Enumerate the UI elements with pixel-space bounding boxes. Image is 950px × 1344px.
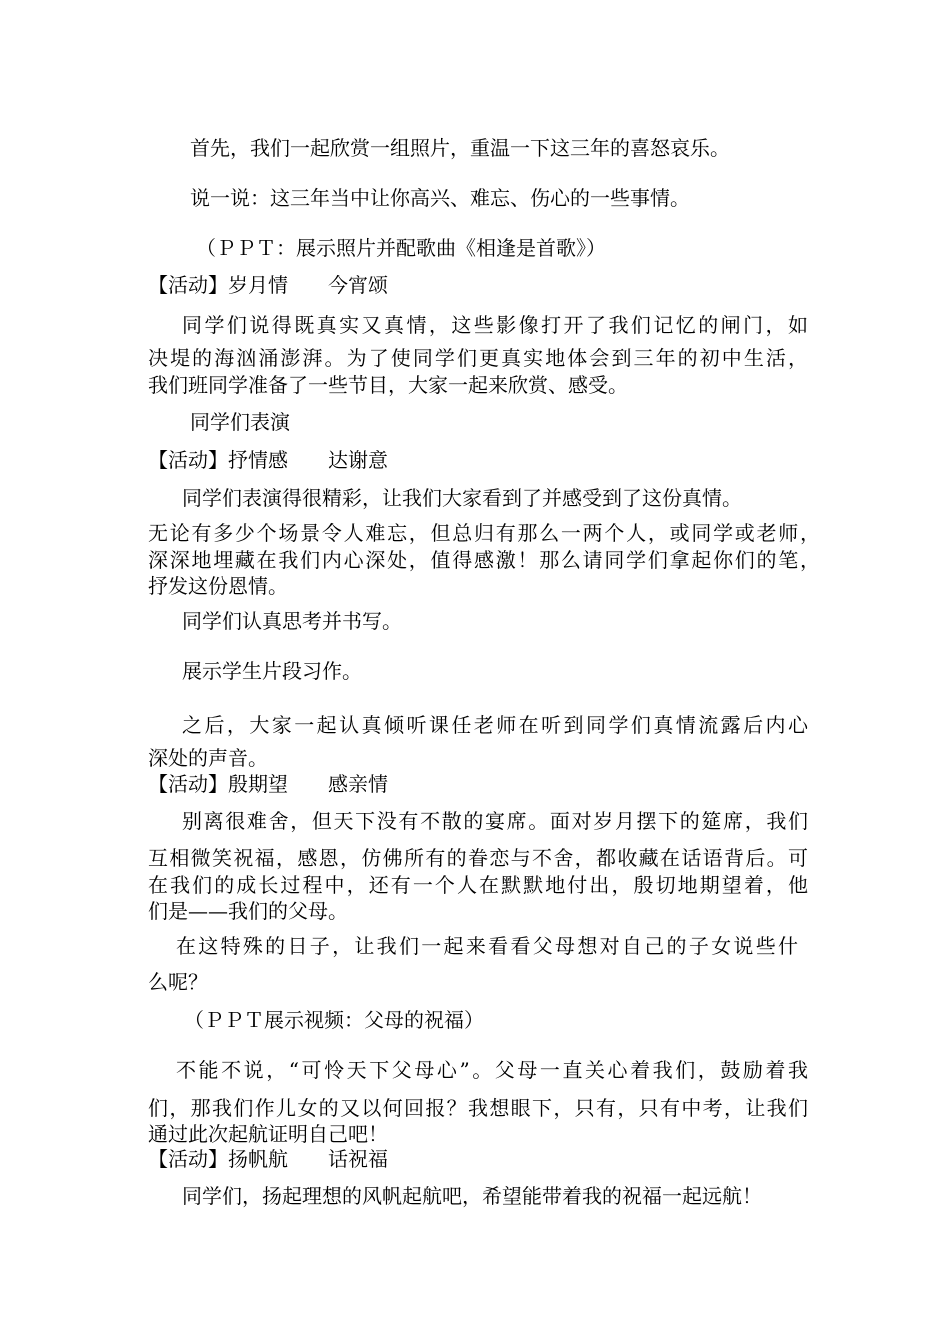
paragraph-memory-line-2: 决堤的海汹涌澎湃。为了使同学们更真实地体会到三年的初中生活， [148, 346, 808, 370]
paragraph-memory-line-1: 同学们说得既真实又真情，这些影像打开了我们记忆的闸门，如 [182, 313, 808, 337]
paragraph-blessing: 同学们，扬起理想的风帆起航吧，希望能带着我的祝福一起远航！ [182, 1184, 762, 1208]
student-performance-note: 同学们表演 [190, 410, 290, 434]
writing-task-note: 同学们认真思考并书写。 [182, 609, 402, 633]
paragraph-exam-line-3: 通过此次起航证明自己吧！ [148, 1122, 388, 1146]
paragraph-teacher-voice-line-2: 深处的声音。 [148, 746, 268, 770]
paragraph-parents-line-1: 别离很难舍，但天下没有不散的宴席。面对岁月摆下的筵席，我们 [182, 809, 808, 833]
paragraph-discussion-prompt: 说一说：这三年当中让你高兴、难忘、伤心的一些事情。 [190, 186, 690, 210]
ppt-note-photos-song: （ＰＰＴ：展示照片并配歌曲《相逢是首歌》） [196, 236, 606, 260]
paragraph-gratitude-line-2: 无论有多少个场景令人难忘，但总归有那么一两个人，或同学或老师， [148, 521, 820, 545]
paragraph-exam-line-1: 不能不说，“可怜天下父母心”。父母一直关心着我们，鼓励着我 [176, 1058, 808, 1082]
paragraph-memory-line-3: 我们班同学准备了一些节目，大家一起来欣赏、感受。 [148, 373, 628, 397]
ppt-note-parents-video: （ＰＰＴ展示视频：父母的祝福） [184, 1008, 484, 1032]
paragraph-parents-words-line-1: 在这特殊的日子，让我们一起来看看父母想对自己的子女说些什 [176, 934, 798, 958]
activity-heading-years: 【活动】岁月情 今宵颂 [148, 273, 388, 297]
activity-heading-parents: 【活动】殷期望 感亲情 [148, 772, 388, 796]
paragraph-teacher-voice-line-1: 之后，大家一起认真倾听课任老师在听到同学们真情流露后内心 [182, 713, 808, 737]
paragraph-exam-line-2: 们，那我们作儿女的又以何回报？我想眼下，只有，只有中考，让我们 [148, 1096, 808, 1120]
paragraph-gratitude-line-3: 深深地埋藏在我们内心深处，值得感激！那么请同学们拿起你们的笔， [148, 548, 820, 572]
paragraph-review-photos: 首先，我们一起欣赏一组照片，重温一下这三年的喜怒哀乐。 [190, 136, 730, 160]
paragraph-gratitude-line-1: 同学们表演得很精彩，让我们大家看到了并感受到了这份真情。 [182, 486, 742, 510]
paragraph-parents-words-line-2: 么呢？ [148, 970, 208, 994]
paragraph-parents-line-2: 互相微笑祝福，感恩，仿佛所有的眷恋与不舍，都收藏在话语背后。可 [148, 846, 808, 870]
paragraph-parents-line-3: 在我们的成长过程中，还有一个人在默默地付出，殷切地期望着，他 [148, 873, 808, 897]
activity-heading-gratitude: 【活动】抒情感 达谢意 [148, 448, 388, 472]
show-student-writing-note: 展示学生片段习作。 [182, 659, 362, 683]
paragraph-parents-line-4: 们是——我们的父母。 [148, 899, 348, 923]
activity-heading-blessing: 【活动】扬帆航 话祝福 [148, 1147, 388, 1171]
paragraph-gratitude-line-4: 抒发这份恩情。 [148, 574, 288, 598]
